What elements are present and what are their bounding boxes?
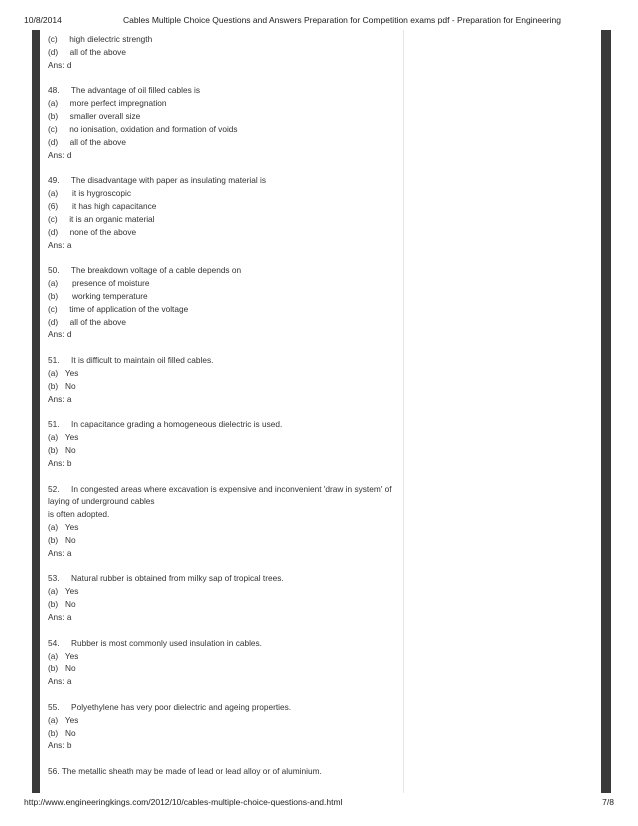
answer-line: Ans: a bbox=[48, 239, 72, 250]
option-line: (d) none of the above bbox=[48, 226, 137, 237]
blank-line bbox=[48, 624, 398, 637]
option-line: (c) no ionisation, oxidation and formation of voids bbox=[48, 123, 238, 134]
option-line: (a) Yes bbox=[48, 367, 79, 378]
question-line: 52. In congested areas where excavation is expensive and inconvenient 'draw in system' of bbox=[48, 483, 392, 494]
answer-line: Ans: a bbox=[48, 547, 72, 558]
option-line: (a) Yes bbox=[48, 650, 79, 661]
question-line: 50. The breakdown voltage of a cable depends on bbox=[48, 265, 242, 276]
blank-line bbox=[48, 72, 398, 85]
option-line: (b) working temperature bbox=[48, 290, 148, 301]
option-line: (a) Yes bbox=[48, 432, 79, 443]
blank-line bbox=[48, 752, 398, 765]
question-line: 55. Polyethylene has very poor dielectric and ageing properties. bbox=[48, 701, 292, 712]
answer-line: Ans: a bbox=[48, 611, 72, 622]
option-line: (a) presence of moisture bbox=[48, 278, 150, 289]
option-line: (b) No bbox=[48, 445, 76, 455]
answer-line: Ans: b bbox=[48, 457, 72, 468]
text-line: laying of underground cables bbox=[48, 496, 155, 507]
question-line: 54. Rubber is most commonly used insulation in cables. bbox=[48, 637, 262, 648]
question-line: 51. It is difficult to maintain oil filled cables. bbox=[48, 355, 214, 366]
column-divider bbox=[403, 30, 404, 793]
option-line: (6) it has high capacitance bbox=[48, 200, 157, 211]
answer-line: Ans: b bbox=[48, 740, 72, 751]
answer-line: Ans: a bbox=[48, 676, 72, 687]
blank-line bbox=[48, 688, 398, 701]
option-line: (d) all of the above bbox=[48, 136, 126, 147]
question-line: 48. The advantage of oil filled cables is bbox=[48, 85, 201, 96]
question-list bbox=[48, 33, 398, 778]
option-line: (a) more perfect impregnation bbox=[48, 98, 167, 109]
option-line: (b) smaller overall size bbox=[48, 111, 141, 122]
question-line: 53. Natural rubber is obtained from milky sap of tropical trees. bbox=[48, 573, 284, 584]
option-line: (a) Yes bbox=[48, 586, 79, 597]
option-line: (a) Yes bbox=[48, 714, 79, 725]
page-title: Cables Multiple Choice Questions and Answers Preparation for Competition exams pdf - Preparation for Engineering bbox=[123, 15, 561, 25]
text-line: is often adopted. bbox=[48, 509, 110, 520]
option-line: (c) time of application of the voltage bbox=[48, 303, 189, 314]
left-border-bar bbox=[32, 30, 40, 793]
question-line: 56. The metallic sheath may be made of lead or lead alloy or of aluminium. bbox=[48, 766, 322, 777]
page-number: 7/8 bbox=[602, 797, 614, 807]
question-line: 49. The disadvantage with paper as insulating material is bbox=[48, 175, 266, 186]
answer-line: Ans: d bbox=[48, 59, 72, 70]
option-line: (b) No bbox=[48, 663, 76, 674]
option-line: (a) it is hygroscopic bbox=[48, 188, 131, 199]
blank-line bbox=[48, 470, 398, 483]
answer-line: Ans: d bbox=[48, 149, 72, 160]
option-line: (b) No bbox=[48, 727, 76, 738]
right-scrollbar[interactable] bbox=[601, 30, 611, 793]
option-line: (a) Yes bbox=[48, 522, 79, 533]
answer-line: Ans: d bbox=[48, 329, 72, 340]
blank-line bbox=[48, 560, 398, 573]
blank-line bbox=[48, 161, 398, 174]
blank-line bbox=[48, 251, 398, 264]
print-date: 10/8/2014 bbox=[24, 15, 62, 25]
question-line: 51. In capacitance grading a homogeneous dielectric is used. bbox=[48, 419, 283, 430]
option-line: (d) all of the above bbox=[48, 46, 126, 57]
option-line: (b) No bbox=[48, 534, 76, 545]
option-line: (c) it is an organic material bbox=[48, 213, 155, 224]
blank-line bbox=[48, 341, 398, 354]
option-line: (d) all of the above bbox=[48, 316, 126, 327]
option-line: (b) No bbox=[48, 599, 76, 610]
option-line: (b) No bbox=[48, 380, 76, 391]
answer-line: Ans: a bbox=[48, 393, 72, 404]
blank-line bbox=[48, 405, 398, 418]
page-url[interactable]: http://www.engineeringkings.com/2012/10/cables-multiple-choice-questions-and.html bbox=[24, 797, 343, 807]
option-line: (c) high dielectric strength bbox=[48, 34, 153, 44]
